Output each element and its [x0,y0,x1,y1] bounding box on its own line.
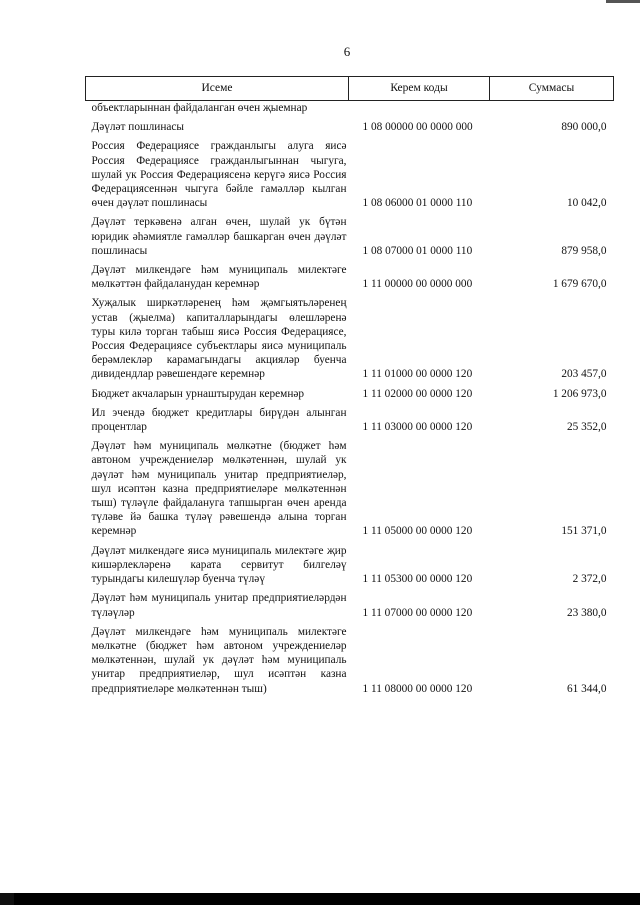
row-sum: 1 206 973,0 [552,387,607,400]
table-row [86,258,614,291]
row-code: 1 08 00000 00 0000 000 [362,121,473,134]
scan-edge-mark [606,0,640,3]
row-code: 1 11 00000 00 0000 000 [362,278,473,291]
table-row [86,210,614,258]
row-sum: 1 679 670,0 [552,278,607,291]
row-name: Дәүләт һәм муниципаль мөлкәтне (бюджет һәм автоном учреждениеләр мөлкәтеннән, шулай ук дәүләт һәм муниципаль унитар предприятиеләр, шул исәптән казна предприятиеләре мөлкәтеннән тыш) түләүле файдалануга тапшырган өчен аренда түләве йә башка түләү рәвешендә алына торган керемнәр [91,440,347,538]
row-sum [490,101,614,116]
page-number: 6 [343,44,351,59]
table-row [86,115,614,134]
row-sum: 879 958,0 [561,244,607,257]
row-name: объектларыннан файдаланган өчен җыемнар [91,102,308,114]
row-sum: 10 042,0 [566,197,607,210]
table-row [86,586,614,619]
table-header-row [86,77,614,101]
row-sum: 23 380,0 [566,606,607,619]
row-name: Дәүләт милкендәге һәм муниципаль милектәге мөлкәтне (бюджет һәм автоном учреждениеләр мөлкәтеннән, шулай ук дәүләт һәм муниципаль унитар предприятиеләр, шул исәптән казна предприятиеләре мөлкәтеннән тыш) [91,625,347,695]
row-name: Дәүләт теркәвенә алган өчен, шулай ук бүтән юридик әһәмиятле гамәлләр башкарган өчен дәүләт пошлинасы [91,216,347,257]
header-name: Исеме [86,77,349,101]
table-row [86,382,614,401]
table-row [86,291,614,381]
row-sum: 203 457,0 [561,368,607,381]
row-code: 1 11 02000 00 0000 120 [362,387,473,400]
row-code: 1 08 07000 01 0000 110 [362,244,473,257]
row-name: Дәүләт милкендәге яисә муниципаль милектәге җир кишәрлекләренә карата сервитут билгеләү турындагы килешүләр буенча түләү [91,544,347,586]
row-sum: 890 000,0 [561,121,607,134]
row-code: 1 11 07000 00 0000 120 [362,606,473,619]
row-code: 1 11 01000 00 0000 120 [362,368,473,381]
row-name: Россия Федерациясе гражданлыгы алуга яисә Россия Федерациясе гражданлыгыннан чыгуга, шулай ук Россия Федерациясенә керүгә яисә Россия Федерациясеннән чыгуга бәйле гамәлләр кылган өчен дәүләт пошлинасы [91,140,347,210]
row-code: 1 11 05300 00 0000 120 [362,573,473,586]
row-name: Ил эчендә бюджет кредитлары бирүдән алынган процентлар [91,406,347,434]
header-sum: Суммасы [490,77,614,101]
table-row [86,401,614,434]
row-code: 1 11 03000 00 0000 120 [362,421,473,434]
row-name: Дәүләт һәм муниципаль унитар предприятиеләрдән түләүләр [91,592,347,619]
scan-bottom-border-inner [14,893,640,905]
row-name: Бюджет акчаларын урнаштырудан керемнәр [91,387,305,400]
row-code: 1 11 08000 00 0000 120 [362,682,473,695]
table-row [86,434,614,538]
table-row [86,620,614,696]
row-code [349,101,490,116]
row-code: 1 11 05000 00 0000 120 [362,525,473,538]
row-sum: 61 344,0 [566,682,607,695]
row-sum: 25 352,0 [566,421,607,434]
scan-bottom-border [0,893,640,905]
row-name: Дәүләт пошлинасы [91,121,185,134]
row-name: Дәүләт милкендәге һәм муниципаль милектәге мөлкәттән файдаланудан керемнәр [91,264,347,291]
row-name: Хуҗалык ширкәтләренең һәм җәмгыятьләренең устав (җыелма) капиталларындагы өлешләренә туры килә торган табыш яисә Россия Федерациясе, Россия Федерациясе субъектлары яисә муниципаль берәмлекләр карамагындагы акцияләр буенча дивидендлар рәвешендәге керемнәр [91,297,347,381]
row-code: 1 08 06000 01 0000 110 [362,197,473,210]
table-row [86,539,614,587]
table-row [86,134,614,210]
header-code: Керем коды [349,77,490,101]
revenue-table [85,76,614,696]
row-sum: 2 372,0 [572,573,607,586]
row-sum: 151 371,0 [561,525,607,538]
table-row [86,101,614,116]
